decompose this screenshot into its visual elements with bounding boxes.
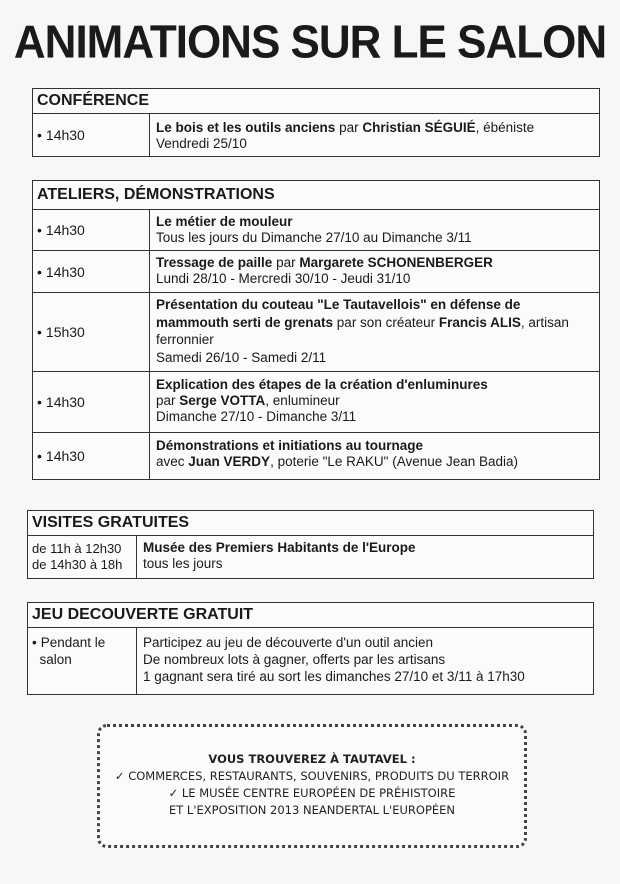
time-cell: • 14h30	[33, 433, 150, 479]
table-row	[33, 372, 599, 433]
table-row	[28, 628, 593, 694]
event-cell: Le bois et les outils anciens par Christian SÉGUIÉ, ébéniste Vendredi 25/10	[156, 120, 535, 151]
event-cell: Tressage de paille par Margarete SCHONENBERGER Lundi 28/10 - Mercredi 30/10 - Jeudi 31/10	[156, 255, 493, 286]
section-heading: CONFÉRENCE	[33, 89, 599, 114]
time-cell: • 14h30	[33, 372, 150, 432]
table-row	[33, 210, 599, 251]
table-row	[33, 293, 599, 372]
event-cell: Le métier de mouleur Tous les jours du Dimanche 27/10 au Dimanche 3/11	[156, 214, 472, 245]
event-cell: Démonstrations et initiations au tournage avec Juan VERDY, poterie "Le RAKU" (Avenue Jean Badia)	[156, 438, 519, 469]
info-line: ET L'EXPOSITION 2013 NEANDERTAL L'EUROPÉEN	[168, 803, 456, 817]
jeu-section	[27, 602, 594, 695]
table-row	[28, 536, 593, 578]
info-heading: VOUS TROUVEREZ À TAUTAVEL :	[208, 752, 416, 766]
time-cell: de 11h à 12h30 de 14h30 à 18h	[28, 536, 137, 578]
table-row	[33, 114, 599, 156]
visites-section	[27, 510, 594, 579]
table-row	[33, 251, 599, 293]
conference-section	[32, 88, 600, 157]
event-cell: Participez au jeu de découverte d'un outil ancien De nombreux lots à gagner, offerts par les artisans 1 gagnant sera tiré au sort les dimanches 27/10 et 3/11 à 17h30	[143, 635, 525, 684]
table-row	[33, 433, 599, 479]
info-line: ✓ LE MUSÉE CENTRE EUROPÉEN DE PRÉHISTOIRE	[168, 786, 456, 800]
time-cell: • 14h30	[33, 114, 150, 156]
tautavel-info-box	[97, 724, 527, 848]
event-cell: Musée des Premiers Habitants de l'Europe tous les jours	[143, 540, 416, 571]
event-cell: Présentation du couteau "Le Tautavellois" en défense de mammouth serti de grenats par son créateur Francis ALIS, artisan ferronnier Samedi 26/10 - Samedi 2/11	[156, 297, 569, 365]
event-cell: Explication des étapes de la création d'enluminures par Serge VOTTA, enlumineur Dimanche 27/10 - Dimanche 3/11	[156, 377, 488, 424]
section-heading: JEU DECOUVERTE GRATUIT	[28, 603, 593, 628]
section-heading: ATELIERS, DÉMONSTRATIONS	[33, 181, 599, 210]
ateliers-section	[32, 180, 600, 480]
info-line: ✓ COMMERCES, RESTAURANTS, SOUVENIRS, PRODUITS DU TERROIR	[114, 769, 510, 783]
page-title: ANIMATIONS SUR LE SALON	[13, 16, 607, 69]
time-cell: • 14h30	[33, 251, 150, 292]
time-cell: • 15h30	[33, 293, 150, 371]
time-cell: • Pendant le salon	[28, 628, 137, 694]
section-heading: VISITES GRATUITES	[28, 511, 593, 536]
time-cell: • 14h30	[33, 210, 150, 250]
